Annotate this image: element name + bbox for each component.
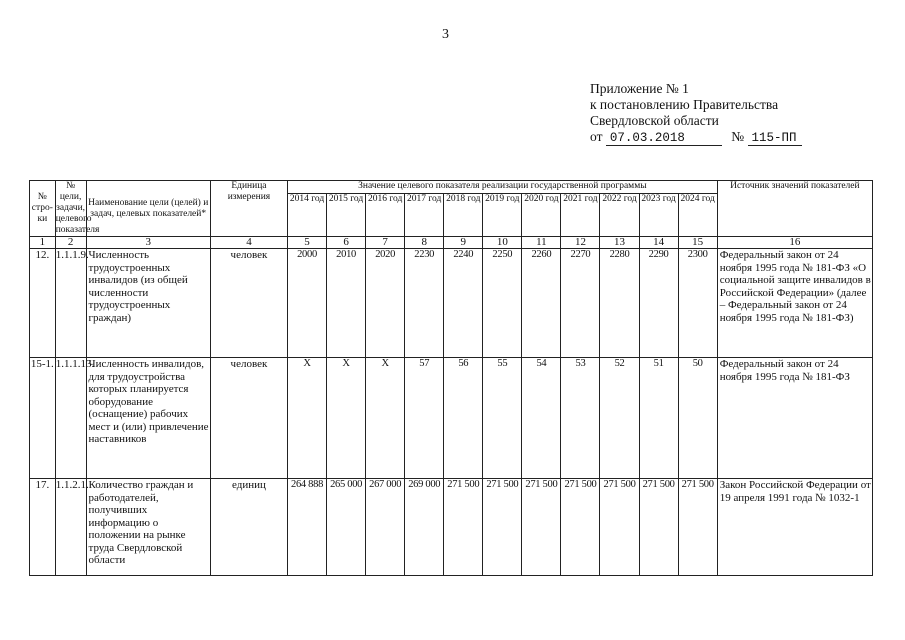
column-number: 3 — [86, 237, 210, 249]
from-label: от — [590, 129, 603, 144]
value-cell: 271 500 — [639, 479, 678, 576]
goal-number: 1.1.1.13. — [55, 358, 86, 479]
header-goal-no: № цели, задачи, целевого показателя — [55, 181, 100, 235]
value-cell: 267 000 — [366, 479, 405, 576]
value-cell: 2230 — [405, 249, 444, 358]
table-row — [30, 249, 873, 358]
value-cell: 53 — [561, 358, 600, 479]
header-year: 2015 год — [327, 194, 366, 237]
column-number: 8 — [405, 237, 444, 249]
row-number: 17. — [30, 479, 56, 576]
source: Закон Российской Федерации от 19 апреля 1991 года № 1032-1 — [717, 479, 872, 576]
goal-number: 1.1.1.9. — [55, 249, 86, 358]
column-number: 15 — [678, 237, 717, 249]
row-number: 12. — [30, 249, 56, 358]
appendix-resolution-line: к постановлению Правительства — [590, 97, 779, 112]
column-number-row — [30, 237, 873, 249]
header-year: 2014 год — [287, 194, 326, 237]
unit: человек — [210, 358, 287, 479]
value-cell: 52 — [600, 358, 639, 479]
value-cell: 54 — [522, 358, 561, 479]
column-number: 4 — [210, 237, 287, 249]
unit: человек — [210, 249, 287, 358]
value-cell: 2280 — [600, 249, 639, 358]
header-year: 2022 год — [600, 194, 639, 237]
column-number: 10 — [483, 237, 522, 249]
value-cell: 2260 — [522, 249, 561, 358]
value-cell: 2020 — [366, 249, 405, 358]
column-number: 1 — [30, 237, 56, 249]
column-number: 11 — [522, 237, 561, 249]
value-cell: 2240 — [444, 249, 483, 358]
column-number: 16 — [717, 237, 872, 249]
header-year: 2019 год — [483, 194, 522, 237]
goal-number: 1.1.2.1. — [55, 479, 86, 576]
value-cell: Х — [366, 358, 405, 479]
appendix-header — [590, 81, 802, 146]
value-cell: Х — [327, 358, 366, 479]
header-year: 2023 год — [639, 194, 678, 237]
value-cell: 50 — [678, 358, 717, 479]
header-year: 2016 год — [366, 194, 405, 237]
column-number: 12 — [561, 237, 600, 249]
value-cell: 51 — [639, 358, 678, 479]
value-cell: 2000 — [287, 249, 326, 358]
header-year: 2020 год — [522, 194, 561, 237]
column-number: 7 — [366, 237, 405, 249]
value-cell: 264 888 — [287, 479, 326, 576]
value-cell: 271 500 — [600, 479, 639, 576]
value-cell: 2250 — [483, 249, 522, 358]
value-cell: 271 500 — [483, 479, 522, 576]
unit: единиц — [210, 479, 287, 576]
value-cell: 56 — [444, 358, 483, 479]
page-number: 3 — [442, 27, 449, 42]
indicator-name: Численность трудоустроенных инвалидов (из общей численности трудоустроенных граждан) — [86, 249, 210, 358]
appendix-date-line — [590, 129, 802, 146]
column-number: 2 — [55, 237, 86, 249]
value-cell: 55 — [483, 358, 522, 479]
column-number: 9 — [444, 237, 483, 249]
value-cell: 265 000 — [327, 479, 366, 576]
column-number: 14 — [639, 237, 678, 249]
column-number: 13 — [600, 237, 639, 249]
indicator-name: Количество граждан и работодателей, получивших информацию о положении на рынке труда Свердловской области — [86, 479, 210, 576]
table-row — [30, 358, 873, 479]
header-unit: Единица измерения — [210, 181, 287, 237]
resolution-number: 115-ПП — [748, 131, 802, 146]
value-cell: 271 500 — [522, 479, 561, 576]
resolution-date: 07.03.2018 — [606, 131, 722, 146]
header-year: 2024 год — [678, 194, 717, 237]
value-cell: 2010 — [327, 249, 366, 358]
value-cell: 271 500 — [561, 479, 600, 576]
number-label: № — [731, 129, 745, 144]
header-name: Наименование цели (целей) и задач, целевых показателей* — [86, 181, 210, 237]
value-cell: 271 500 — [444, 479, 483, 576]
value-cell: 57 — [405, 358, 444, 479]
appendix-region-line: Свердловской области — [590, 113, 719, 128]
value-cell: Х — [287, 358, 326, 479]
appendix-title: Приложение № 1 — [590, 81, 689, 96]
header-year: 2018 год — [444, 194, 483, 237]
column-number: 6 — [327, 237, 366, 249]
value-cell: 269 000 — [405, 479, 444, 576]
indicators-table — [29, 180, 873, 576]
header-year: 2021 год — [561, 194, 600, 237]
header-source: Источник значений показателей — [717, 181, 872, 237]
header-values-group: Значение целевого показателя реализации государственной программы — [287, 181, 717, 194]
source: Федеральный закон от 24 ноября 1995 года № 181-ФЗ «О социальной защите инвалидов в Российской Федерации» (далее – Федеральный закон от 24 ноября 1995 года № 181-ФЗ) — [717, 249, 872, 358]
row-number: 15-1. — [30, 358, 56, 479]
value-cell: 271 500 — [678, 479, 717, 576]
indicator-name: Численность инвалидов, для трудоустройства которых планируется оборудование (оснащение) рабочих мест и (или) привлечение наставников — [86, 358, 210, 479]
column-number: 5 — [287, 237, 326, 249]
header-row-no: № стро-ки — [30, 181, 56, 237]
header-year: 2017 год — [405, 194, 444, 237]
value-cell: 2300 — [678, 249, 717, 358]
value-cell: 2270 — [561, 249, 600, 358]
value-cell: 2290 — [639, 249, 678, 358]
table-row — [30, 479, 873, 576]
source: Федеральный закон от 24 ноября 1995 года № 181-ФЗ — [717, 358, 872, 479]
